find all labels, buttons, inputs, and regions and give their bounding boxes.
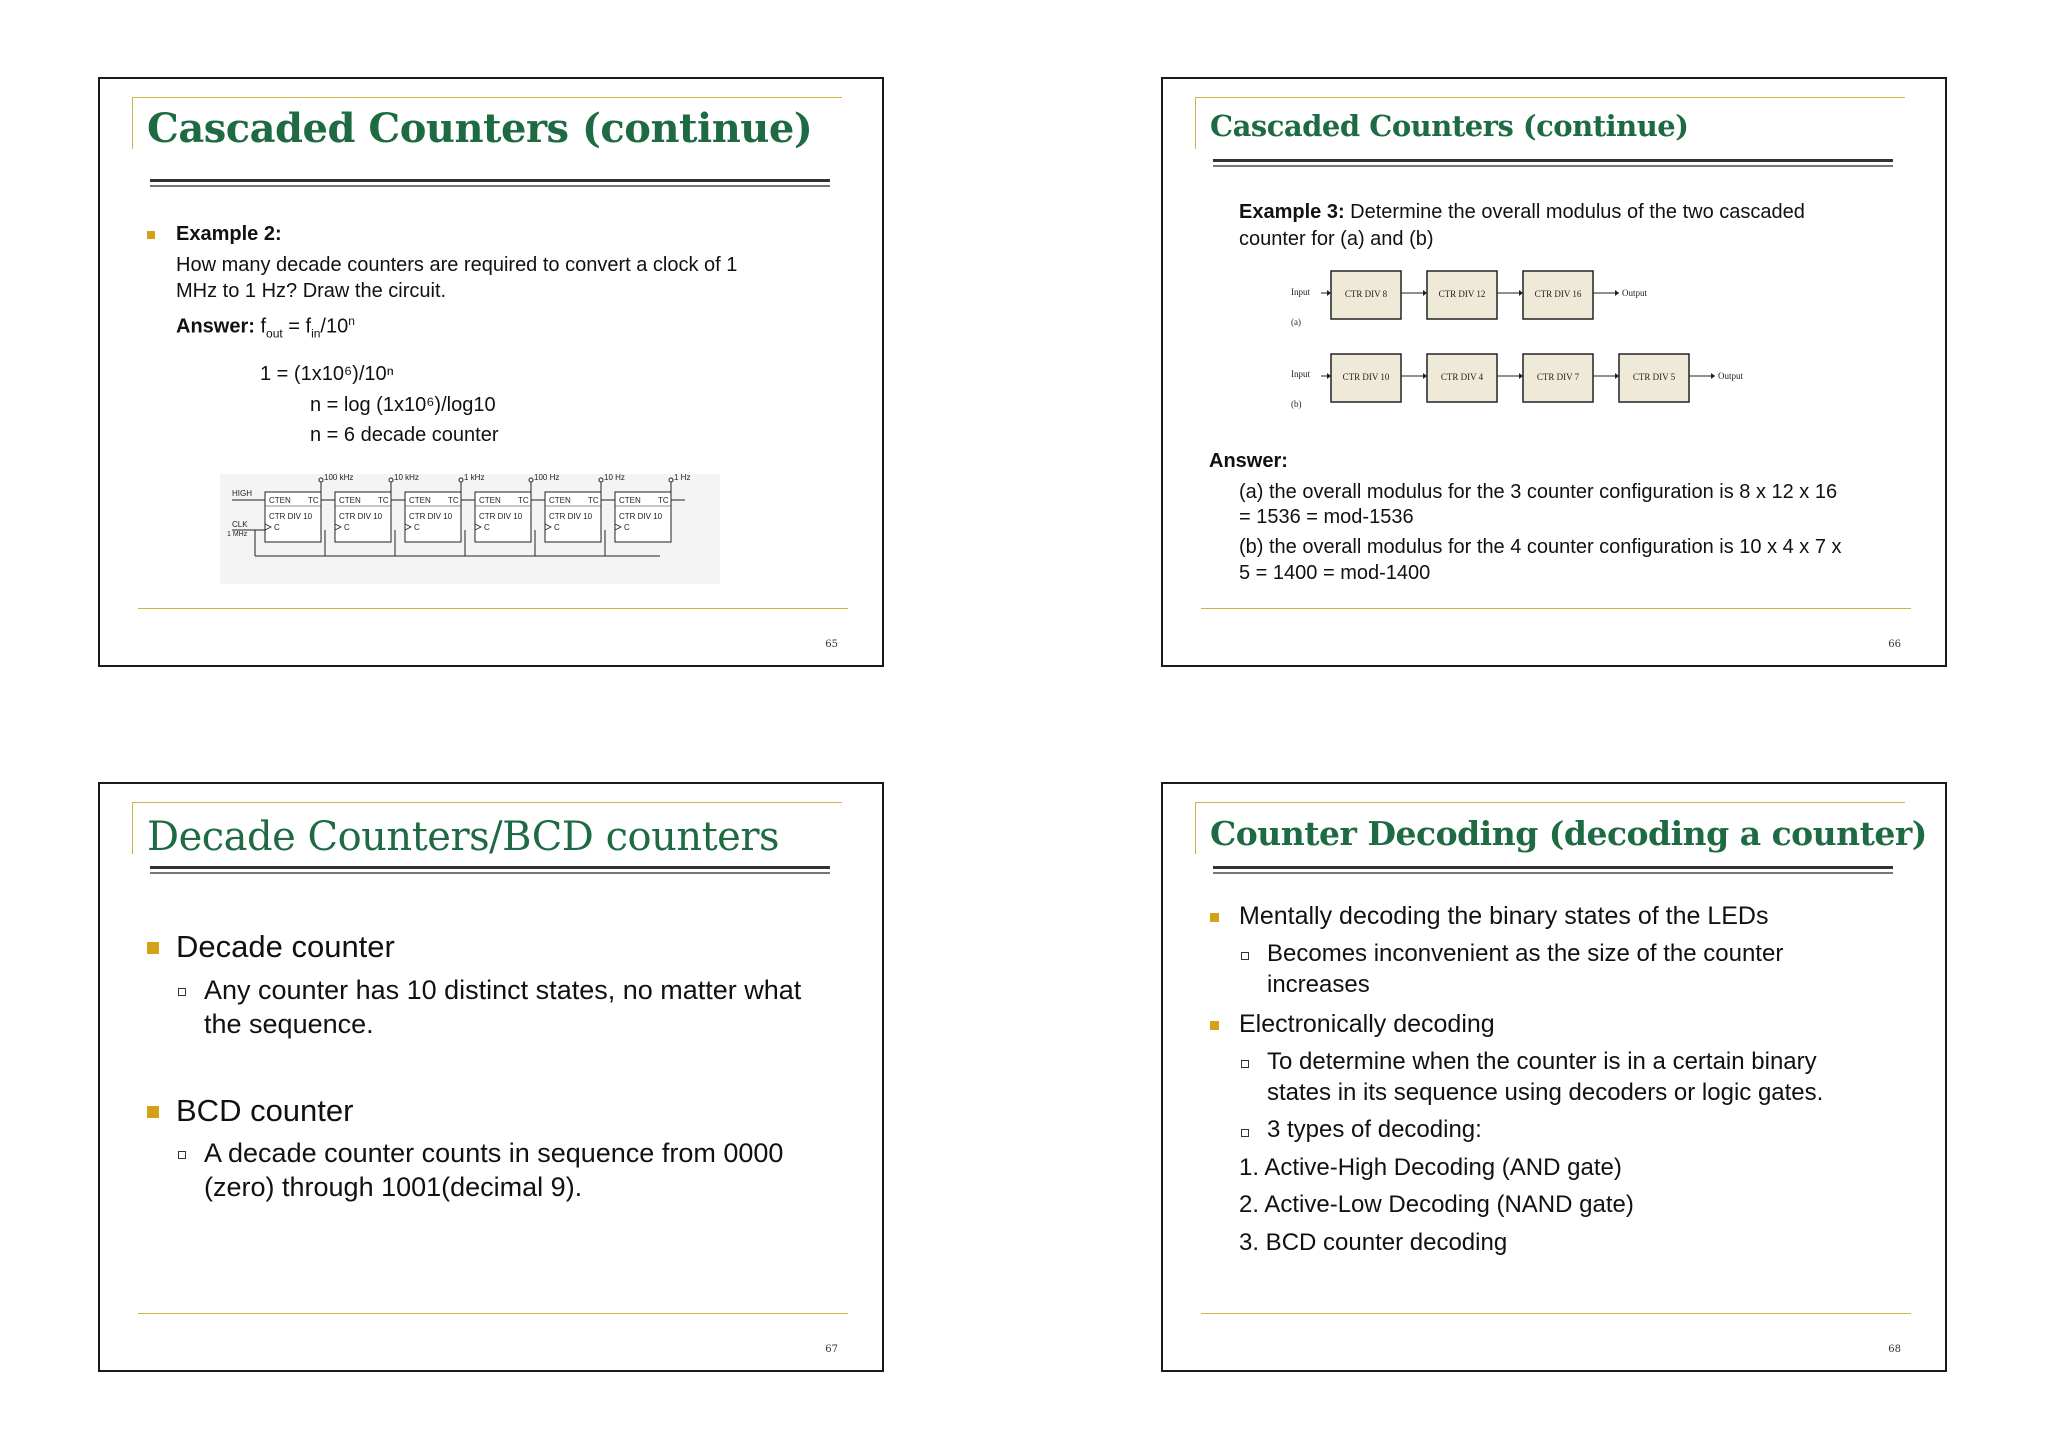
mhz-label: 1 MHz	[227, 531, 248, 538]
frequency-label: 1 kHz	[464, 473, 485, 482]
output-a-label: Output	[1622, 288, 1648, 298]
ctr-block-label: CTR DIV 12	[1438, 289, 1486, 299]
diagram-a-label: (a)	[1291, 317, 1301, 327]
tc-label: TC	[658, 496, 669, 505]
example-label: Example 3:	[1239, 201, 1345, 223]
question-line-1: How many decade counters are required to convert a clock of 1	[176, 254, 738, 276]
example-line-1	[1239, 199, 1805, 226]
decoding-type-3: 3. BCD counter decoding	[1239, 1229, 1508, 1256]
slide-title: Cascaded Counters (continue)	[1210, 109, 1689, 143]
frame-left-line	[1195, 97, 1196, 149]
slide-title: Counter Decoding (decoding a counter)	[1210, 814, 1927, 853]
footer-rule	[138, 608, 848, 609]
clock-pin-label: C	[484, 523, 490, 532]
slide-title: Cascaded Counters (continue)	[147, 105, 813, 152]
electronic-desc-line-2: states in its sequence using decoders or logic gates.	[1267, 1079, 1824, 1106]
answer-a-line-1: (a) the overall modulus for the 3 counter configuration is 8 x 12 x 16	[1239, 481, 1838, 503]
frame-top-line	[1195, 802, 1905, 803]
answer-label: Answer:	[176, 315, 255, 338]
frame-top-line	[1195, 97, 1905, 98]
ctr-block-label: CTR DIV 10	[1342, 372, 1390, 382]
frequency-label: 10 Hz	[604, 473, 625, 482]
example-label: Example 2:	[176, 223, 282, 245]
clock-pin-label: C	[274, 523, 280, 532]
high-label: HIGH	[232, 489, 252, 498]
cten-label: CTEN	[409, 496, 431, 505]
bullet-decade-counter: Decade counter	[176, 929, 395, 964]
equation-2: n = log (1x10⁶)/log10	[310, 394, 496, 416]
decade-desc-line-2: the sequence.	[204, 1009, 374, 1039]
ctr-label: CTR DIV 10	[549, 512, 593, 521]
tc-label: TC	[588, 496, 599, 505]
page-number: 68	[1888, 1344, 1901, 1355]
footer-rule	[1201, 1313, 1911, 1314]
frame-top-line	[132, 802, 842, 803]
clock-pin-label: C	[624, 523, 630, 532]
question-line-2: MHz to 1 Hz? Draw the circuit.	[176, 280, 447, 302]
frame-left-line	[132, 802, 133, 854]
bullet-square	[1210, 1021, 1219, 1030]
sub-bullet	[178, 988, 186, 996]
equation-3: n = 6 decade counter	[310, 424, 499, 446]
decade-desc-line-1: Any counter has 10 distinct states, no matter what	[204, 975, 802, 1005]
title-rule	[1213, 866, 1893, 874]
frequency-label: 1 Hz	[674, 473, 691, 482]
sub-bullet	[1241, 952, 1249, 960]
input-b-label: Input	[1291, 369, 1310, 379]
bullet-square	[147, 942, 159, 954]
cten-label: CTEN	[339, 496, 361, 505]
title-rule	[150, 866, 830, 874]
page-number: 66	[1888, 639, 1901, 650]
answer-a-line-2: = 1536 = mod-1536	[1239, 506, 1414, 528]
tc-label: TC	[448, 496, 459, 505]
decoding-types-heading: 3 types of decoding:	[1267, 1116, 1482, 1143]
bcd-desc-line-1: A decade counter counts in sequence from 0000	[204, 1138, 784, 1168]
cten-label: CTEN	[269, 496, 291, 505]
cten-label: CTEN	[549, 496, 571, 505]
ctr-block-label: CTR DIV 8	[1344, 289, 1388, 299]
sub-bullet	[1241, 1129, 1249, 1137]
ctr-label: CTR DIV 10	[619, 512, 663, 521]
slide-66	[1161, 77, 1947, 667]
frame-left-line	[1195, 802, 1196, 854]
clock-pin-label: C	[554, 523, 560, 532]
tc-label: TC	[308, 496, 319, 505]
mental-desc-line-2: increases	[1267, 971, 1370, 998]
decoding-type-1: 1. Active-High Decoding (AND gate)	[1239, 1154, 1622, 1181]
page-number: 67	[825, 1344, 838, 1355]
answer-b-line-2: 5 = 1400 = mod-1400	[1239, 562, 1431, 584]
frame-top-line	[132, 97, 842, 98]
ctr-label: CTR DIV 10	[339, 512, 383, 521]
answer-label: Answer:	[1209, 450, 1288, 472]
bullet-square	[147, 231, 155, 239]
sub-bullet	[1241, 1060, 1249, 1068]
bullet-square	[1210, 913, 1219, 922]
frequency-label: 100 Hz	[534, 473, 560, 482]
frame-left-line	[132, 97, 133, 149]
answer-b-line-1: (b) the overall modulus for the 4 counter configuration is 10 x 4 x 7 x	[1239, 536, 1842, 558]
bullet-bcd-counter: BCD counter	[176, 1093, 354, 1128]
slide-title: Decade Counters/BCD counters	[147, 814, 779, 860]
clock-pin-label: C	[414, 523, 420, 532]
decoding-type-2: 2. Active-Low Decoding (NAND gate)	[1239, 1191, 1634, 1218]
electronic-desc-line-1: To determine when the counter is in a certain binary	[1267, 1048, 1817, 1075]
page-number: 65	[825, 639, 838, 650]
title-rule	[150, 179, 830, 187]
slide-65	[98, 77, 884, 667]
ctr-label: CTR DIV 10	[409, 512, 453, 521]
cascade-diagram	[1283, 239, 1803, 409]
ctr-label: CTR DIV 10	[479, 512, 523, 521]
bullet-electronic-decoding: Electronically decoding	[1239, 1010, 1495, 1038]
example-line-2: counter for (a) and (b)	[1239, 228, 1434, 250]
example-text-1: Determine the overall modulus of the two cascaded	[1350, 201, 1805, 223]
ctr-block-label: CTR DIV 16	[1534, 289, 1582, 299]
decade-counter-circuit	[220, 474, 720, 584]
frequency-label: 100 kHz	[324, 473, 354, 482]
ctr-block-label: CTR DIV 5	[1632, 372, 1676, 382]
cten-label: CTEN	[619, 496, 641, 505]
bullet-square	[147, 1106, 159, 1118]
output-b-label: Output	[1718, 371, 1744, 381]
clock-pin-label: C	[344, 523, 350, 532]
answer-line: Answer: $f_{out} = f_{in}/10^n$	[176, 314, 355, 341]
title-rule	[1213, 159, 1893, 167]
frequency-label: 10 kHz	[394, 473, 419, 482]
clk-label: CLK	[232, 520, 248, 529]
equation-1: 1 = (1x10⁶)/10ⁿ	[260, 363, 394, 385]
cten-label: CTEN	[479, 496, 501, 505]
tc-label: TC	[378, 496, 389, 505]
input-a-label: Input	[1291, 287, 1310, 297]
ctr-block-label: CTR DIV 4	[1440, 372, 1484, 382]
mental-desc-line-1: Becomes inconvenient as the size of the counter	[1267, 940, 1784, 967]
sub-bullet	[178, 1151, 186, 1159]
bcd-desc-line-2: (zero) through 1001(decimal 9).	[204, 1172, 583, 1202]
tc-label: TC	[518, 496, 529, 505]
ctr-block-label: CTR DIV 7	[1536, 372, 1580, 382]
slide-68	[1161, 782, 1947, 1372]
diagram-b-label: (b)	[1291, 399, 1302, 409]
slide-67	[98, 782, 884, 1372]
ctr-label: CTR DIV 10	[269, 512, 313, 521]
bullet-mental-decoding: Mentally decoding the binary states of the LEDs	[1239, 902, 1769, 930]
footer-rule	[138, 1313, 848, 1314]
footer-rule	[1201, 608, 1911, 609]
